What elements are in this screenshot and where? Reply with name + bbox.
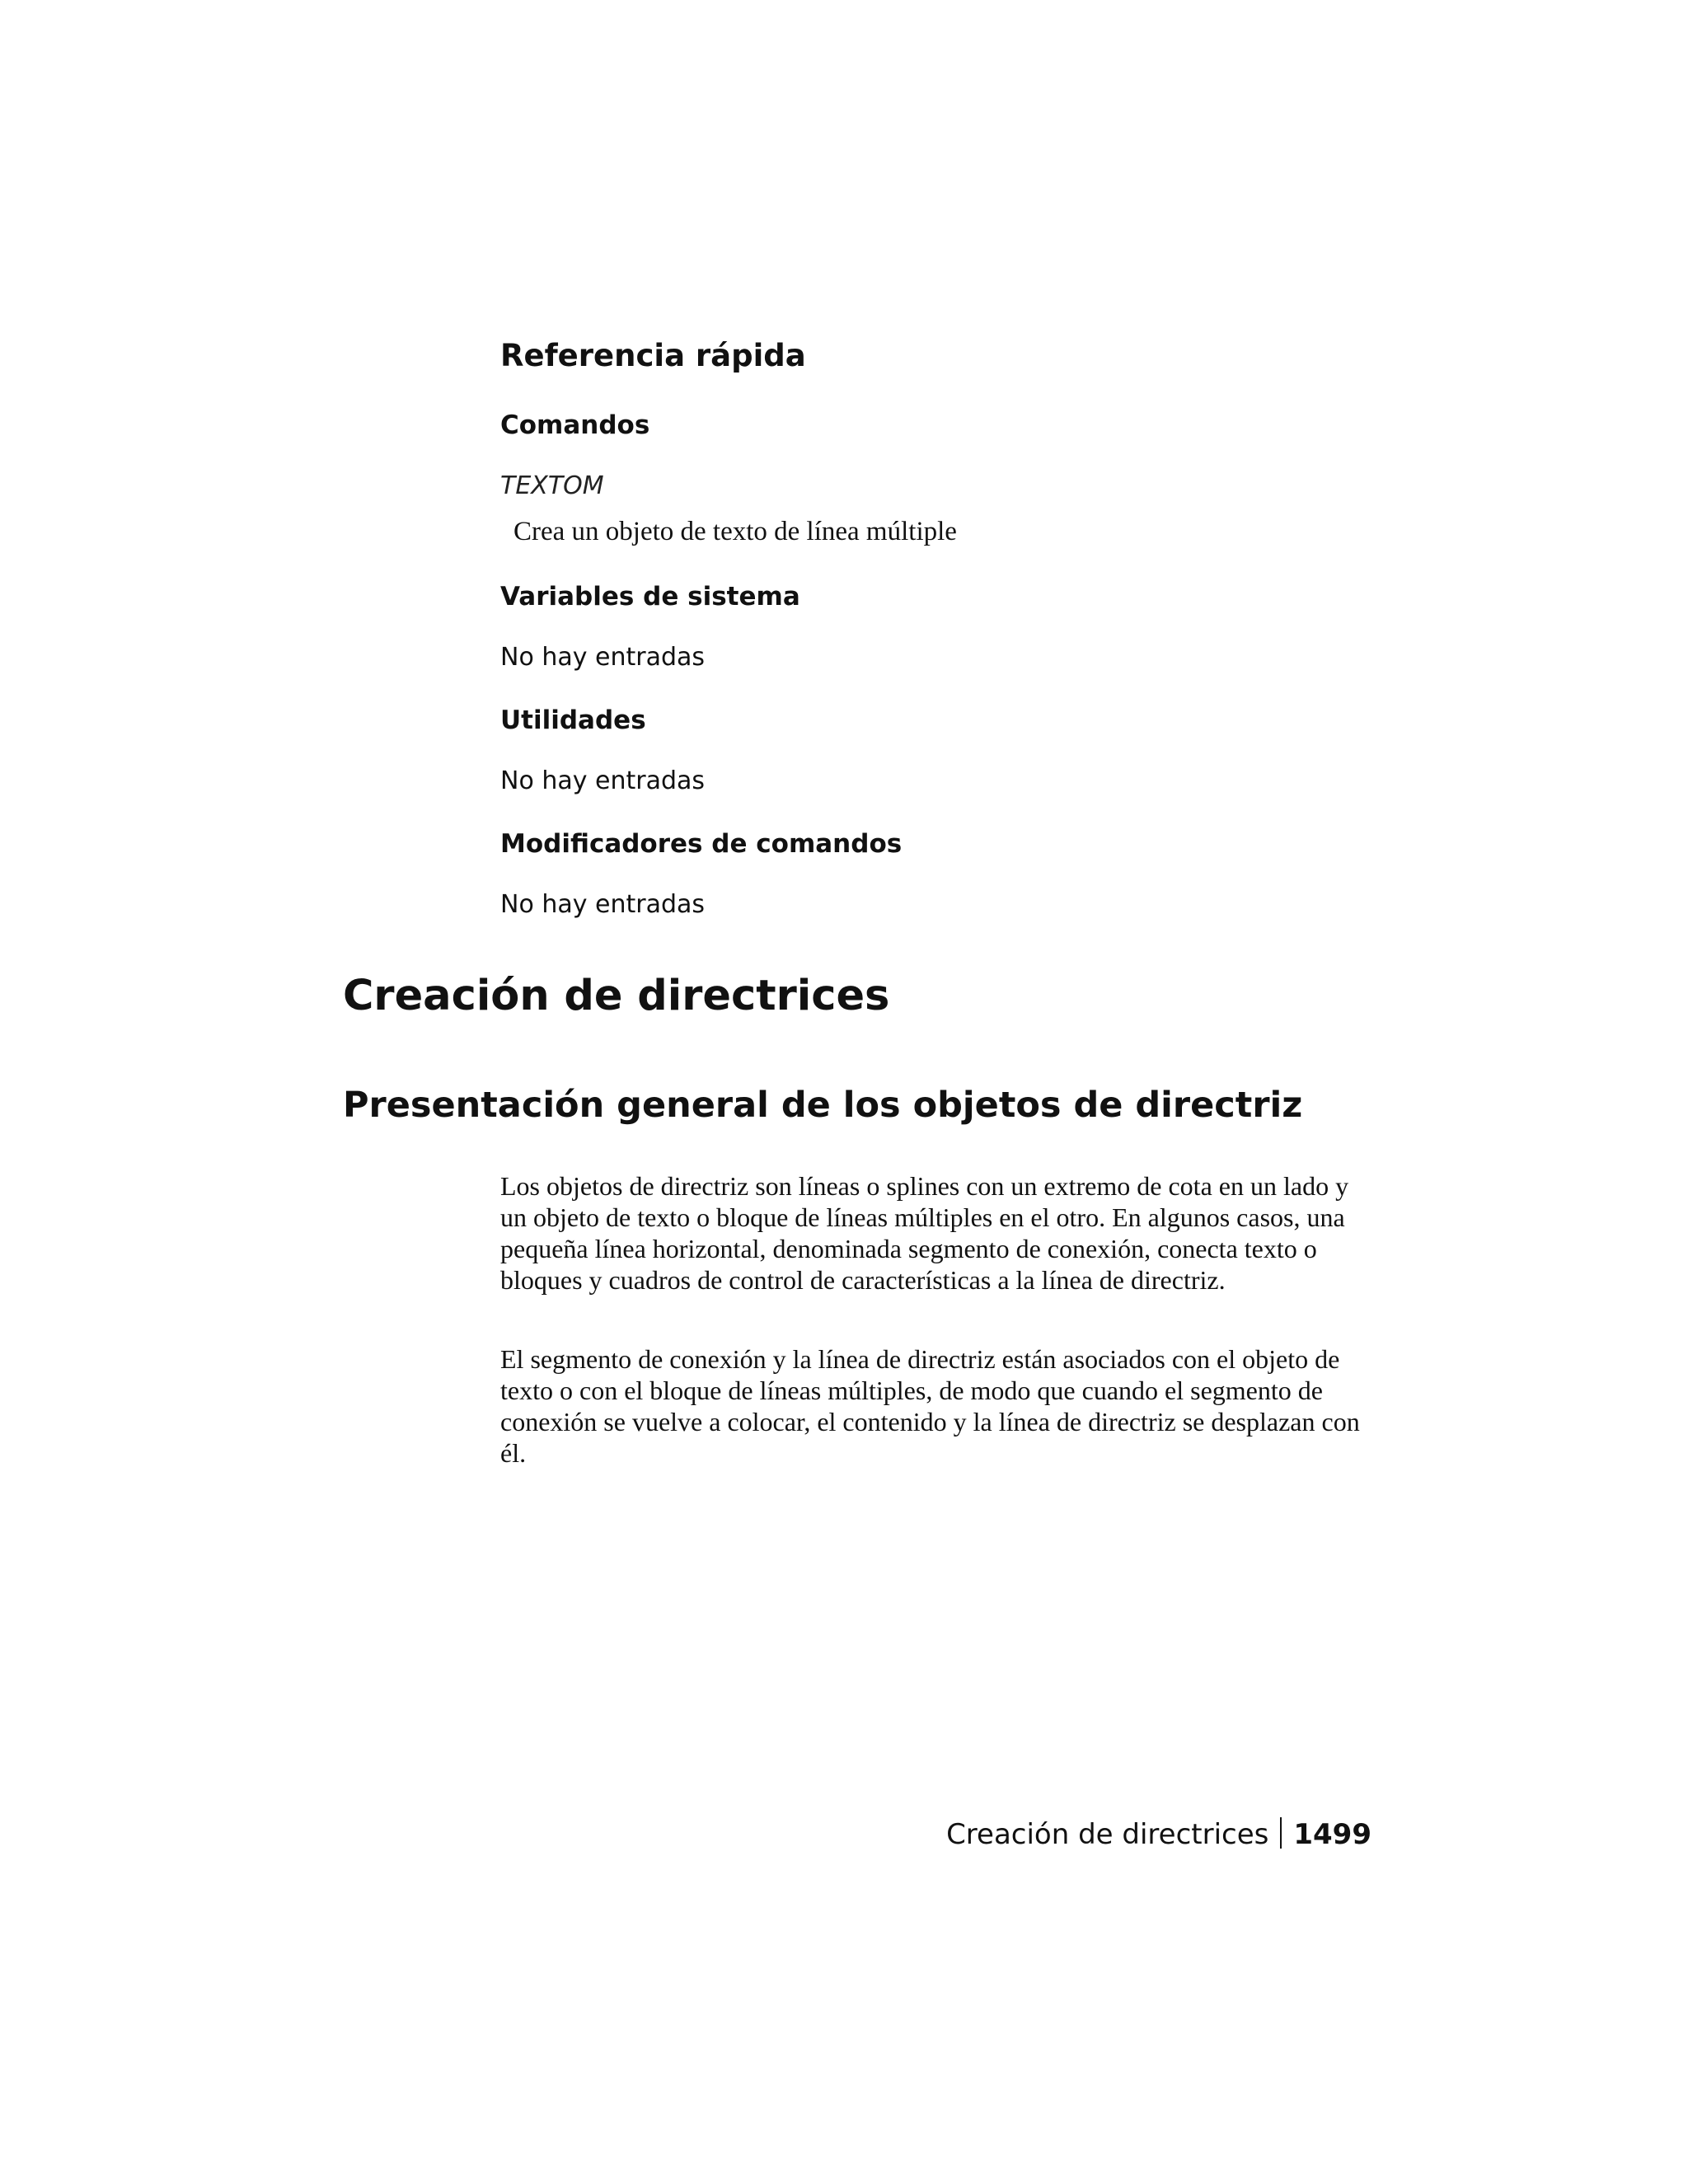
page-footer xyxy=(946,1817,1372,1852)
section-subtitle: Presentación general de los objetos de directriz xyxy=(343,1085,1303,1126)
command-name: TEXTOM xyxy=(500,471,604,500)
commands-heading: Comandos xyxy=(500,410,650,440)
section-title: Creación de directrices xyxy=(343,972,890,1020)
system-variables-heading: Variables de sistema xyxy=(500,582,800,612)
command-modifiers-heading: Modificadores de comandos xyxy=(500,829,903,859)
footer-separator xyxy=(1280,1817,1282,1849)
command-description: Crea un objeto de texto de línea múltiple xyxy=(513,517,957,546)
page-number: 1499 xyxy=(1293,1818,1372,1851)
body-paragraph: El segmento de conexión y la línea de directriz están asociados con el objeto de texto o con el bloque de líneas múltiples, de modo que cuando el segmento de conexión se vuelve a colocar, el contenido y la línea de directriz se desplazan con él. xyxy=(500,1344,1360,1468)
footer-chapter-title: Creación de directrices xyxy=(946,1818,1269,1851)
utilities-heading: Utilidades xyxy=(500,705,646,735)
system-variables-value: No hay entradas xyxy=(500,643,706,672)
quick-reference-title: Referencia rápida xyxy=(500,338,806,373)
command-modifiers-value: No hay entradas xyxy=(500,890,706,919)
utilities-value: No hay entradas xyxy=(500,766,706,795)
body-paragraph: Los objetos de directriz son líneas o splines con un extremo de cota en un lado y un objeto de texto o bloque de líneas múltiples en el otro. En algunos casos, una pequeña línea horizontal, denominada segmento de conexión, conecta texto o bloques y cuadros de control de características a la línea de directriz. xyxy=(500,1171,1349,1295)
